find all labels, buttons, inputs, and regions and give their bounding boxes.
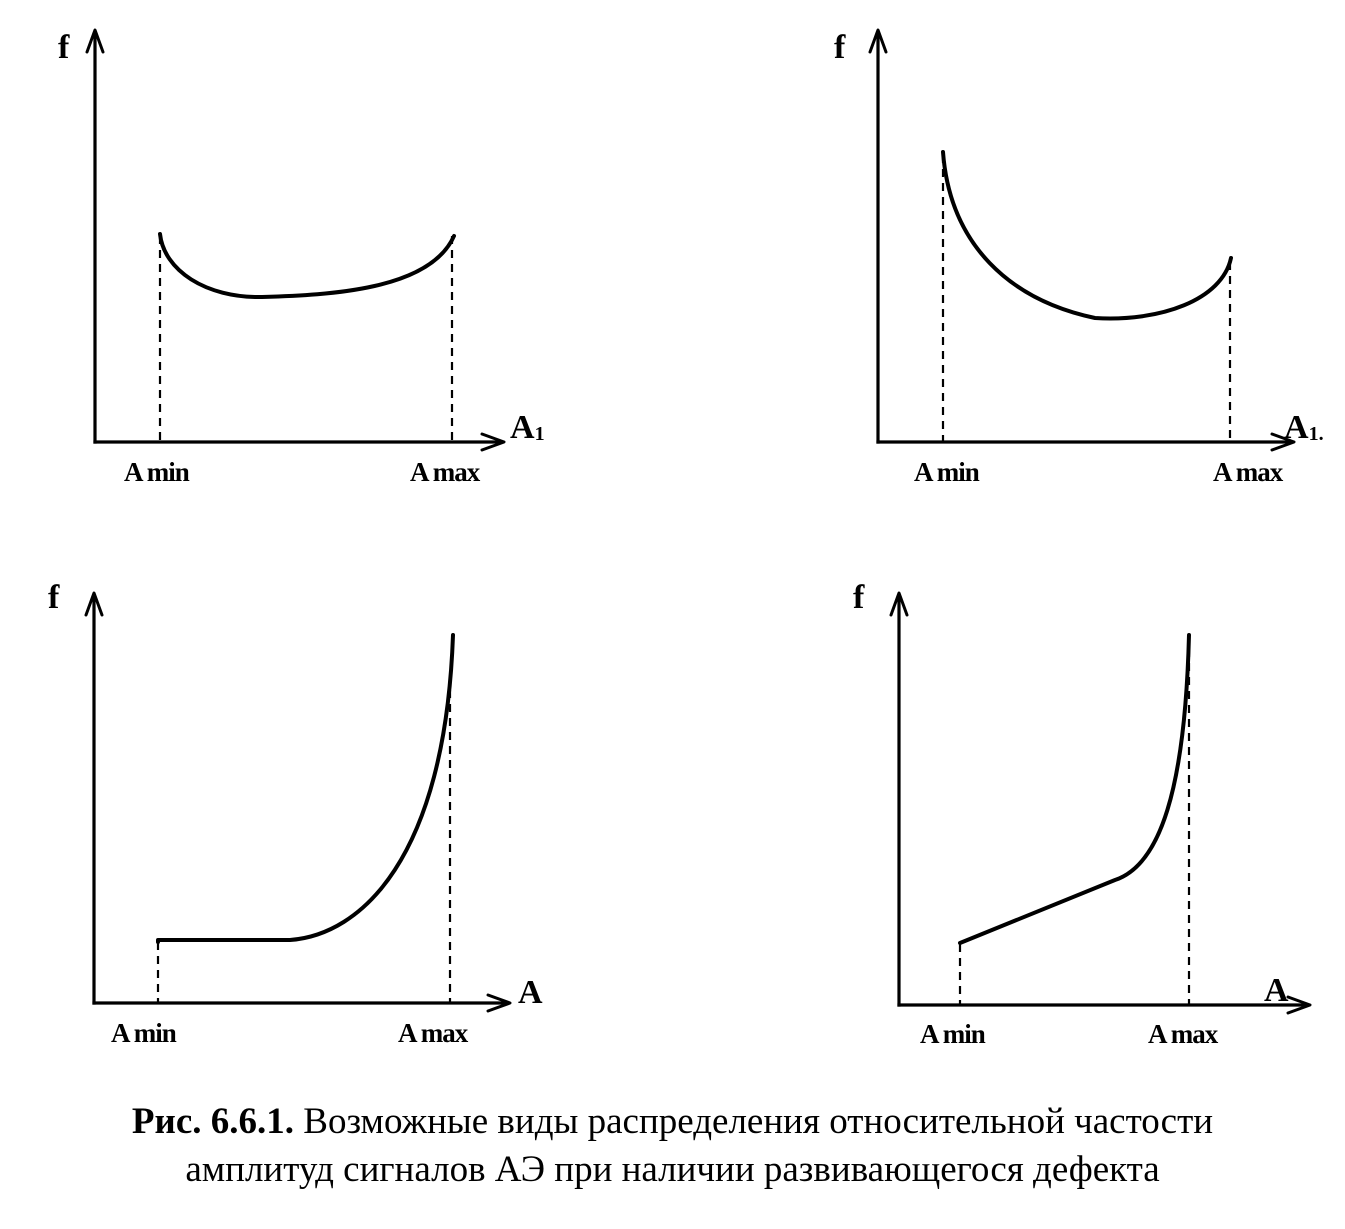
panel-2-amax-label: A max: [1213, 457, 1283, 487]
panel-4-amin-label: A min: [920, 1019, 985, 1049]
panel-3: [48, 579, 543, 1048]
figure-caption: [0, 1098, 1345, 1194]
panel-2-x-label: A1.: [1284, 409, 1324, 446]
panel-1-amax-label: A max: [410, 457, 480, 487]
panel-1: [58, 29, 545, 487]
panel-1-amin-label: A min: [124, 457, 189, 487]
panel-3-distribution-curve: [158, 635, 453, 942]
panel-1-x-label: A1: [510, 409, 545, 446]
panel-4-y-label: f: [853, 579, 865, 616]
panel-2-y-label: f: [834, 29, 846, 66]
caption-line-2: амплитуд сигналов АЭ при наличии развивающегося дефекта: [185, 1149, 1160, 1190]
panel-2: [834, 29, 1324, 487]
panel-3-amax-label: A max: [398, 1018, 468, 1048]
figure-number: Рис. 6.6.1.: [131, 1101, 295, 1142]
panel-4-amax-label: A max: [1148, 1019, 1218, 1049]
panel-4-x-label: A: [1264, 972, 1289, 1009]
caption-line-1: [0, 1098, 1345, 1146]
panel-3-y-label: f: [48, 579, 60, 616]
panel-4-distribution-curve: [960, 635, 1189, 943]
panel-1-y-label: f: [58, 29, 70, 66]
panel-4: [853, 579, 1310, 1049]
panel-3-x-label: A: [518, 974, 543, 1011]
caption-text-1: Возможные виды распределения относительной частости: [294, 1101, 1214, 1142]
panel-2-amin-label: A min: [914, 457, 979, 487]
panel-2-distribution-curve: [943, 152, 1231, 318]
panel-1-distribution-curve: [160, 234, 454, 297]
panel-3-amin-label: A min: [111, 1018, 176, 1048]
